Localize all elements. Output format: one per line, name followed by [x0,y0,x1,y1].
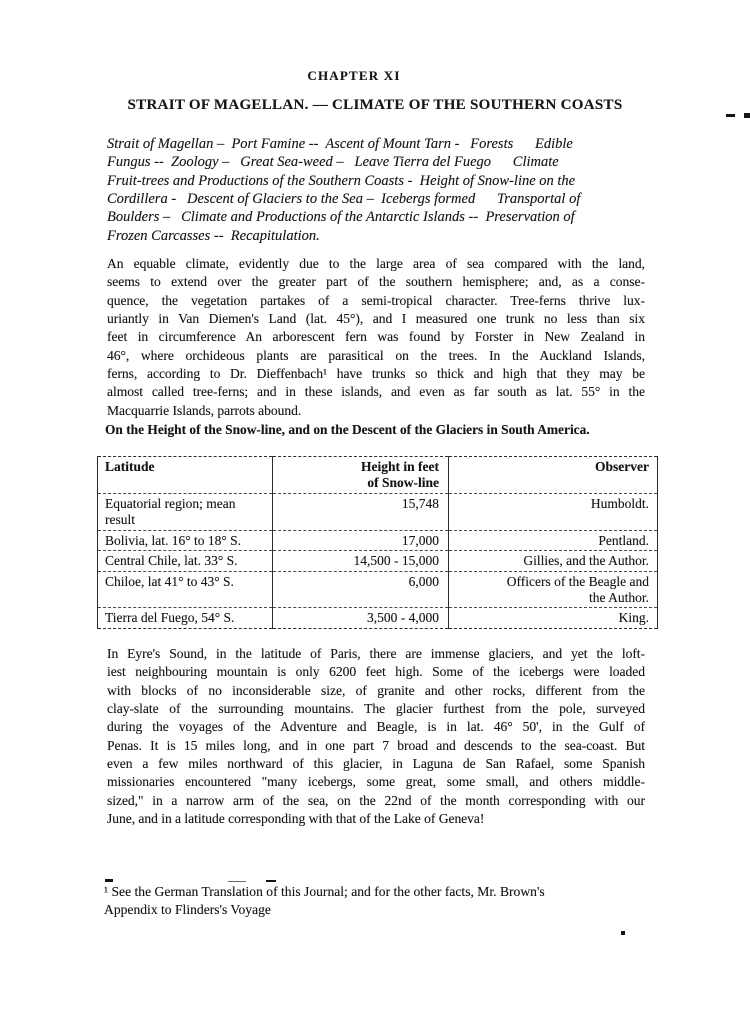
summary-line: Frozen Carcasses -- Recapitulation. [107,227,320,244]
cell-latitude: Bolivia, lat. 16° to 18° S. [98,530,273,550]
footnote-rule-dash [105,879,113,882]
text-line: Penas. It is 15 miles long, and in one part 7 broad and descends to the sea-coast. But [107,737,645,753]
footnote [104,883,545,920]
table-row [98,608,658,628]
summary-line: Cordillera - Descent of Glaciers to the Sea – Icebergs formed Transportal of [107,190,581,207]
cell-height: 17,000 [273,530,449,550]
text-line: An equable climate, evidently due to the large area of sea compared with the land, [107,256,645,271]
text-line: with blocks of no inconsiderable size, of granite and other rocks, different from the [107,682,645,698]
text-line: seems to extend over the greater part of the southern hemisphere; and, as a conse- [107,274,645,290]
table-row [98,494,658,531]
text-line: June, and in a latitude corresponding with that of the Lake of Geneva! [107,810,485,826]
text-line: the Author. [589,590,649,606]
summary-line: Boulders – Climate and Productions of the Antarctic Islands -- Preservation of [107,209,575,226]
col-header-height-line: of Snow-line [367,475,439,491]
cell-observer: King. [449,608,658,628]
text-line: even a few miles northward of this glacier, in Laguna de San Rafael, some Spanish [107,755,645,771]
cell-observer: Humboldt. [449,494,658,531]
footnote-line: ¹ See the German Translation of this Journal; and for the other facts, Mr. Brown's [104,884,545,899]
text-line: Macquarrie Islands, parrots abound. [107,402,302,418]
text-line: In Eyre's Sound, in the latitude of Paris, there are immense glaciers, and yet the loft- [107,646,645,661]
table-row [98,530,658,550]
text-line: result [105,512,135,528]
cell-height: 15,748 [273,494,449,531]
summary-line: Strait of Magellan – Port Famine -- Ascent of Mount Tarn - Forests Edible [107,136,573,152]
text-line: almost called tree-ferns; and in these islands, and even as far south as lat. 55° in the [107,384,645,400]
footnote-rule-dash [228,881,246,882]
cell-height: 14,500 - 15,000 [273,551,449,571]
cell-observer: Gillies, and the Author. [449,551,658,571]
section-heading: On the Height of the Snow-line, and on the Descent of the Glaciers in South America. [105,422,590,437]
text-line: Officers of the Beagle and [506,573,649,589]
cell-height: 3,500 - 4,000 [273,608,449,628]
cell-latitude: Central Chile, lat. 33° S. [98,551,273,571]
snow-line-table [97,456,658,629]
text-line: 46°, where orchideous plants are parasitical on the trees. In the Auckland Islands, [107,347,645,363]
cell-latitude [98,494,273,531]
page-heading: STRAIT OF MAGELLAN. — CLIMATE OF THE SOUTHERN COASTS [127,97,623,113]
col-header-height [273,457,449,494]
text-line: feet in circumference An arborescent fern was found by Forster in New Zealand in [107,329,645,345]
cell-observer: Pentland. [449,530,658,550]
scan-artifact-dash-1 [726,114,735,117]
table-row [98,551,658,571]
footnote-rule-dash [266,880,276,882]
table-row [98,571,658,608]
text-line: uriantly in Van Diemen's Land (lat. 45°), and I measured one trunk no less than six [107,310,645,326]
summary-line: Fungus -- Zoology – Great Sea-weed – Leave Tierra del Fuego Climate [107,154,559,171]
paragraph-climate [107,255,645,420]
cell-latitude: Chiloe, lat 41° to 43° S. [98,571,273,608]
paragraph-glaciers [107,645,645,828]
text-line: Equatorial region; mean [105,496,236,511]
cell-latitude: Tierra del Fuego, 54° S. [98,608,273,628]
col-header-observer: Observer [449,457,658,494]
text-line: ferns, according to Dr. Dieffenbach¹ have trunks so thick and high that they may be [107,365,645,381]
text-line: clay-slate of the surrounding mountains. The glacier furthest from the pole, surveyed [107,700,645,716]
chapter-summary [107,135,580,245]
table-header-row [98,457,658,494]
text-line: sized," in a narrow arm of the sea, on the 22nd of the month corresponding with our [107,792,645,808]
scan-artifact-dash-2 [744,113,750,118]
col-header-height-line: Height in feet [361,459,439,474]
footnote-line: Appendix to Flinders's Voyage [104,902,271,918]
cell-height: 6,000 [273,571,449,608]
chapter-title: CHAPTER XI [307,68,401,83]
text-line: iest neighbouring mountain is only 6200 feet high. Some of the icebergs were loaded [107,664,645,680]
text-line: during the voyages of the Adventure and Beagle, is in lat. 46° 50', in the Gulf of [107,719,645,735]
text-line: quence, the vegetation partakes of a semi-tropical character. Tree-ferns thrive lux- [107,292,645,308]
scan-artifact-dot [621,931,625,935]
cell-observer [449,571,658,608]
summary-line: Fruit-trees and Productions of the Southern Coasts - Height of Snow-line on the [107,172,576,189]
col-header-latitude: Latitude [105,459,155,474]
text-line: missionaries encountered "many icebergs, some great, some small, and others middle- [107,774,645,790]
